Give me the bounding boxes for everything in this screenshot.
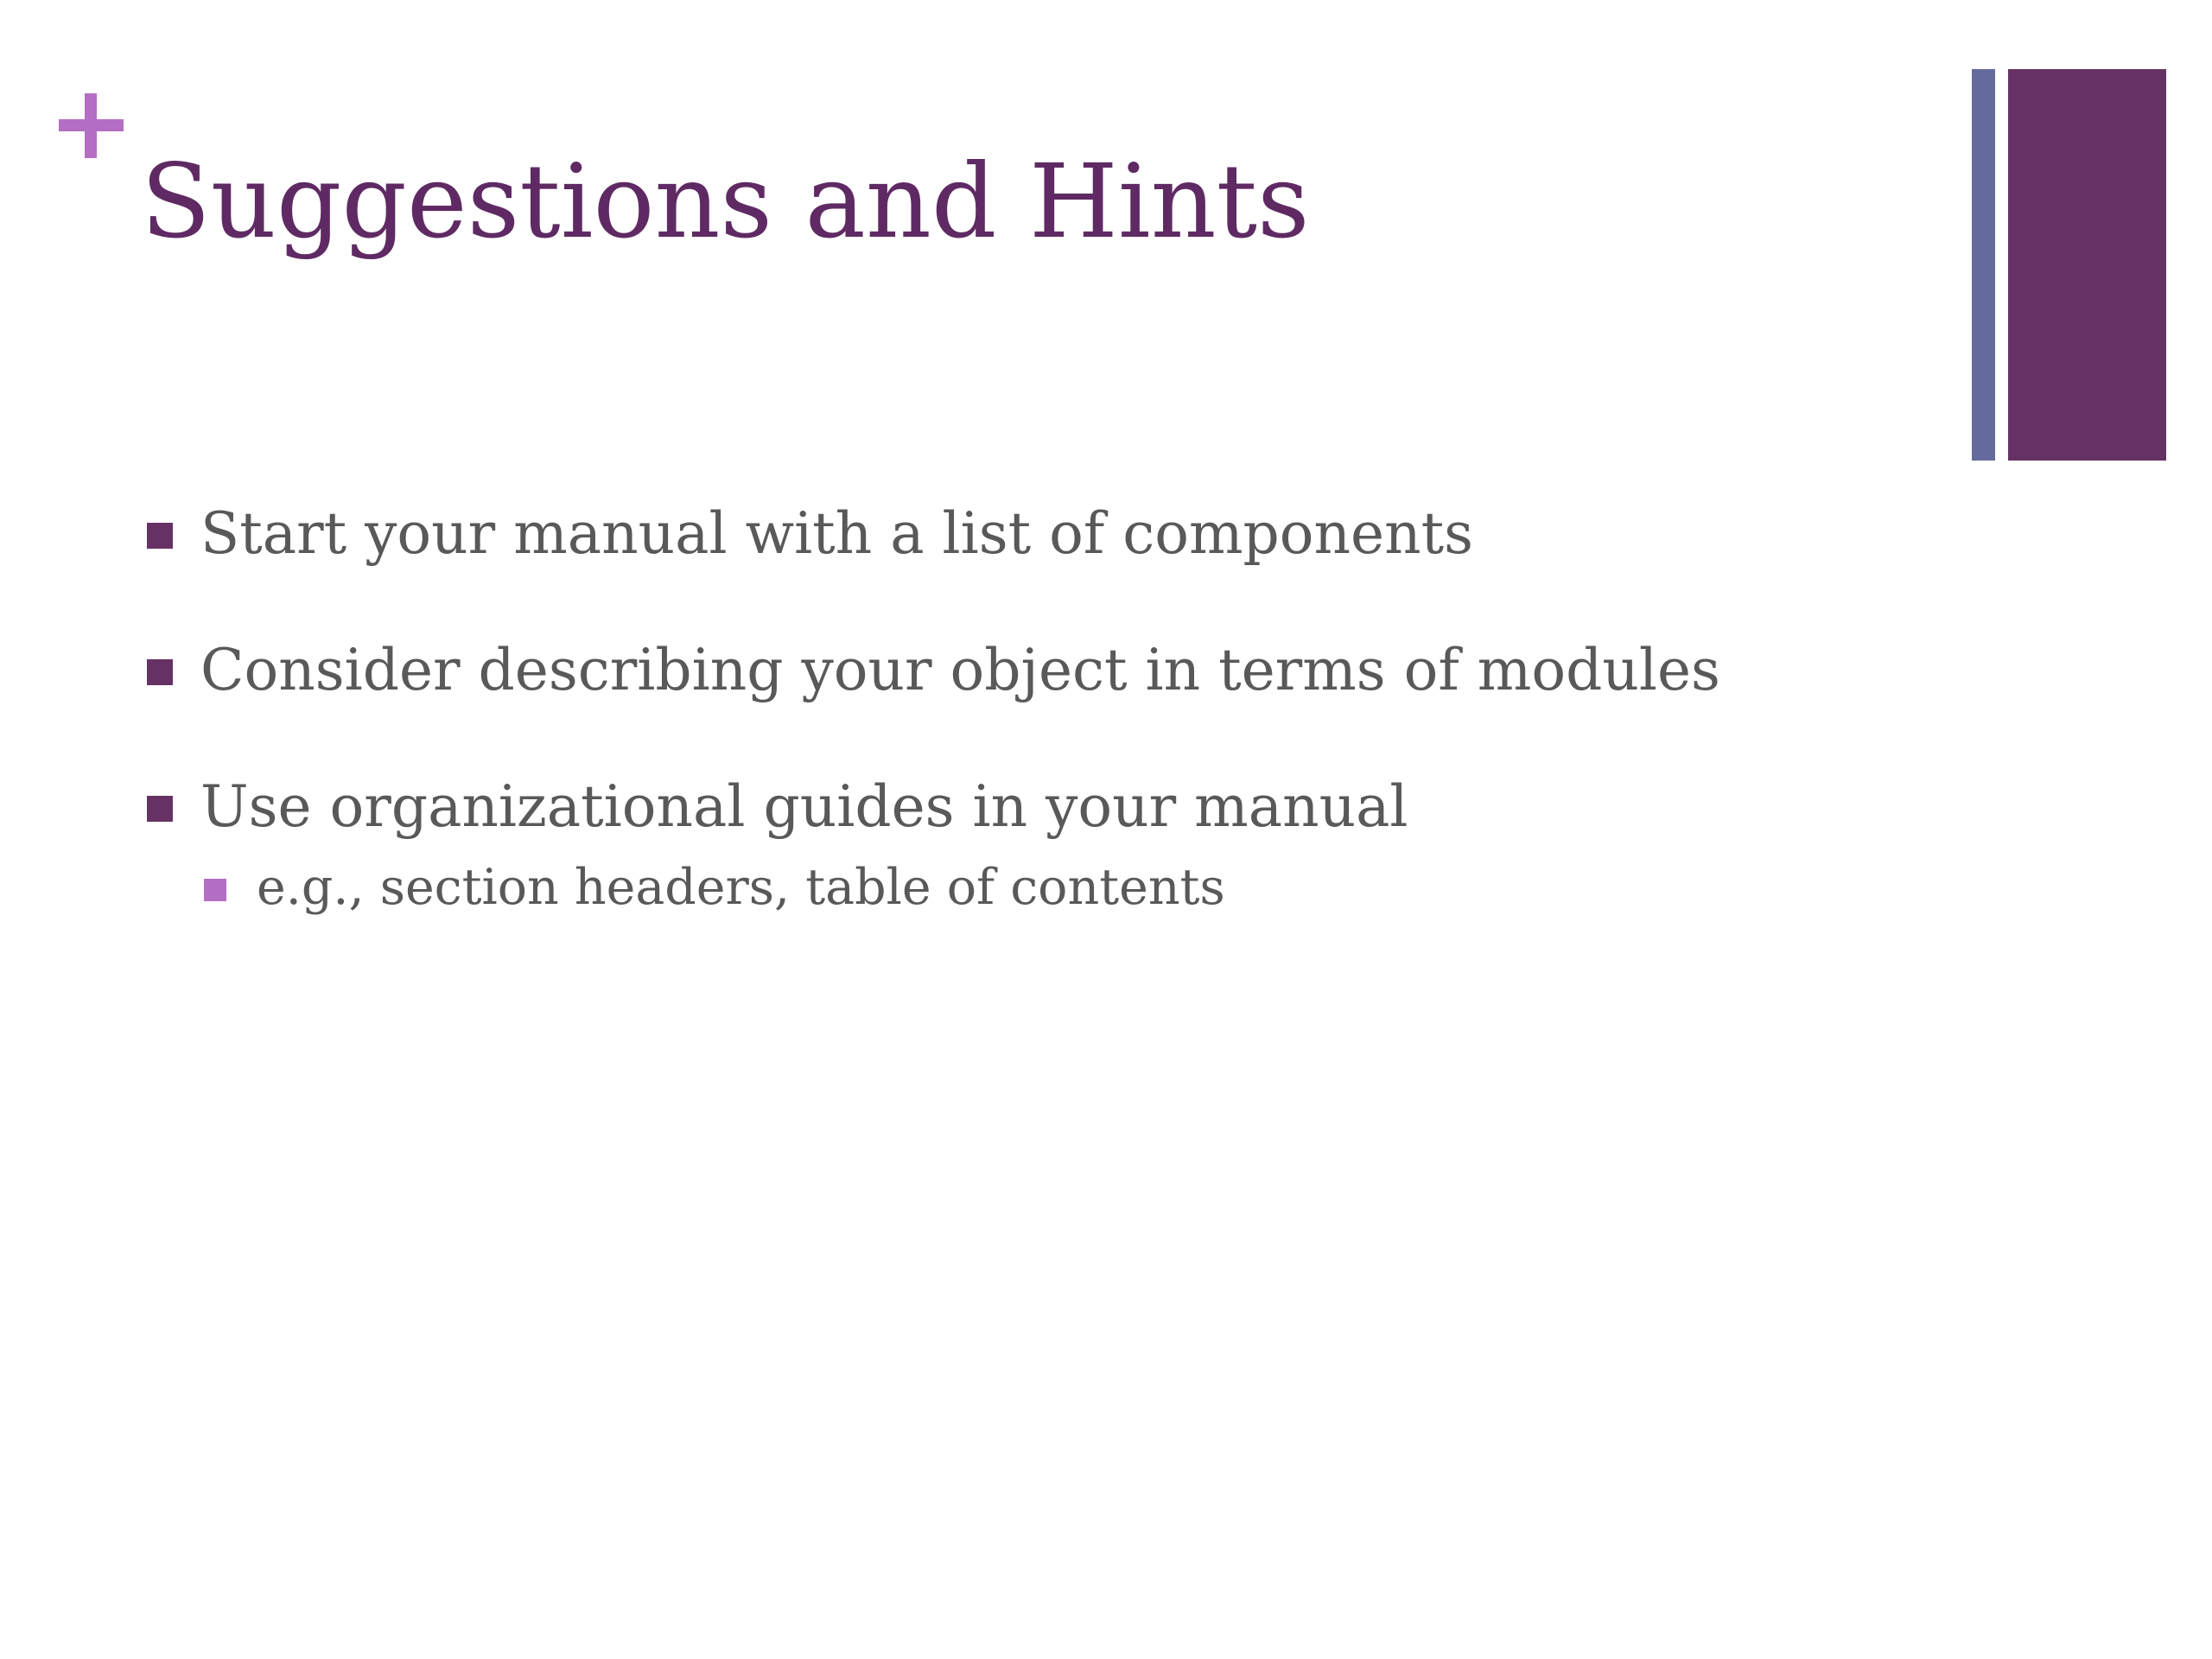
slide-title: Suggestions and Hints (141, 142, 1310, 261)
accent-bar-wide (2008, 69, 2166, 461)
sub-bullet-item: e.g., section headers, table of contents (204, 855, 1720, 920)
bullet-item: Use organizational guides in your manual (147, 770, 1720, 844)
bullet-item: Start your manual with a list of components (147, 497, 1720, 571)
bullet-list (147, 497, 1720, 920)
accent-bar-thin (1972, 69, 1995, 461)
bullet-item: Consider describing your object in terms of modules (147, 633, 1720, 708)
plus-icon (59, 93, 124, 158)
